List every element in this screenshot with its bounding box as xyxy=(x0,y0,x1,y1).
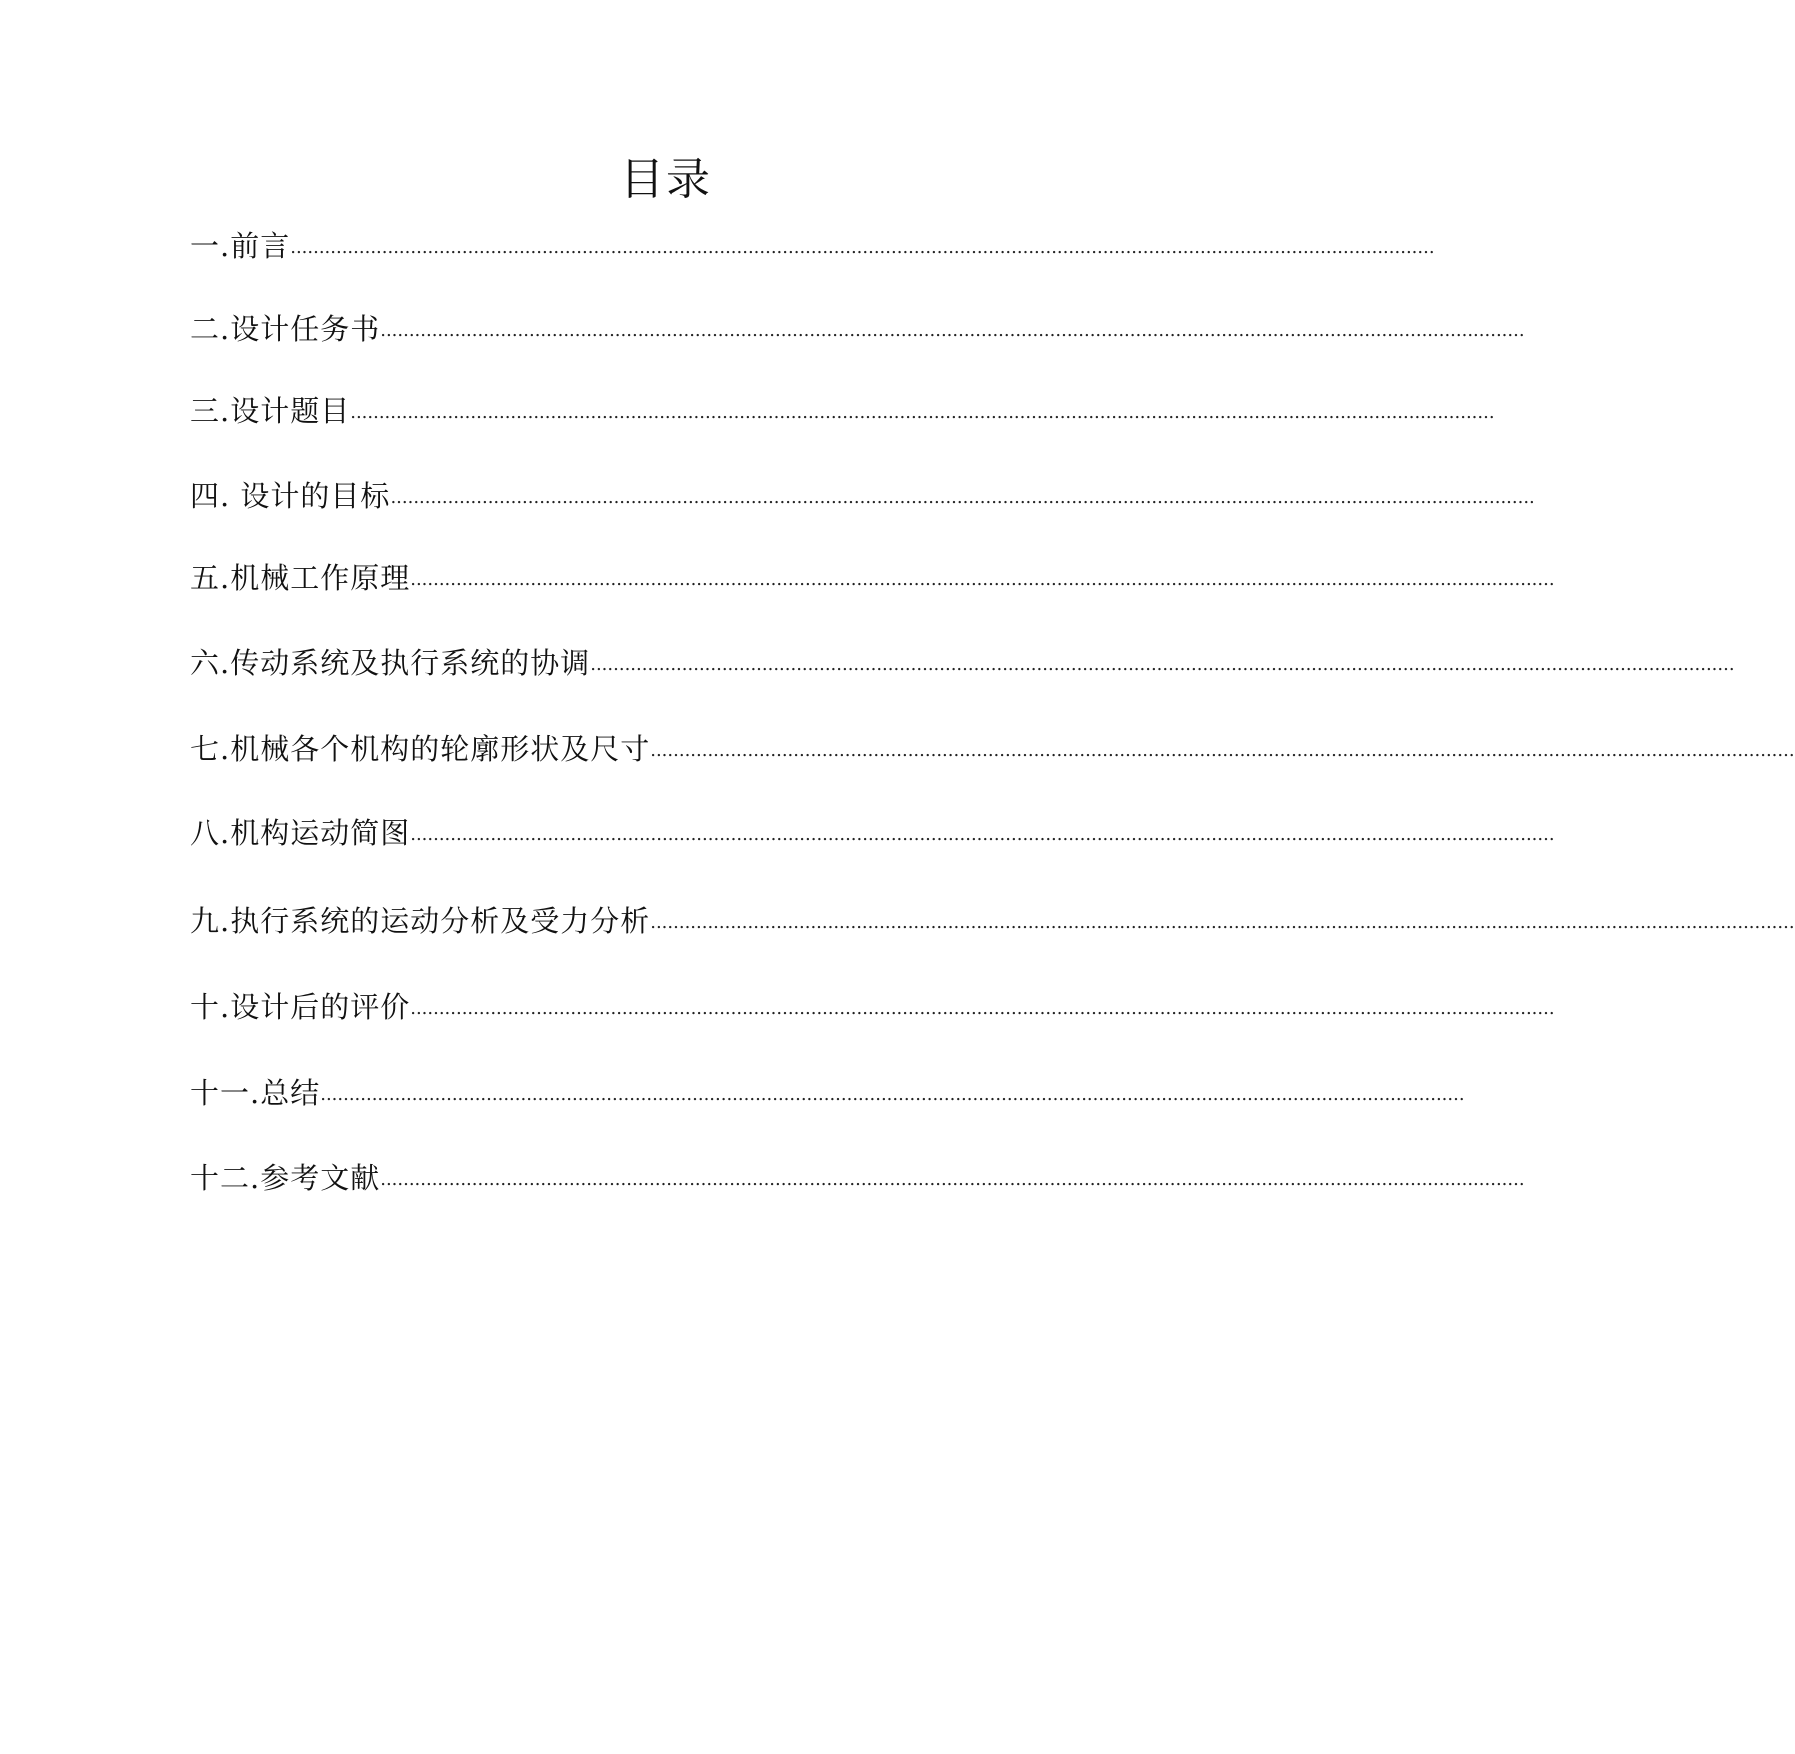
toc-entry xyxy=(190,809,1555,853)
toc-entry xyxy=(190,554,1555,598)
toc-entry-label: 四. 设计的目标 xyxy=(190,479,391,513)
toc-leader: ........................................................................................................................................................................................................ xyxy=(350,402,1495,423)
toc-entry-label: 十二.参考文献 xyxy=(190,1161,381,1195)
toc-leader: ........................................................................................................................................................................................................ xyxy=(290,237,1435,258)
toc-leader: ........................................................................................................................................................................................................ xyxy=(380,320,1525,341)
toc-leader: ........................................................................................................................................................................................................ xyxy=(410,998,1555,1019)
toc-entry xyxy=(190,1154,1525,1198)
toc-leader: ........................................................................................................................................................................................................ xyxy=(650,740,1795,761)
toc-leader: ........................................................................................................................................................................................................ xyxy=(410,824,1555,845)
toc-entry-label: 八.机构运动简图 xyxy=(190,816,411,850)
toc-entry-label: 一.前言 xyxy=(190,229,291,263)
toc-leader: ........................................................................................................................................................................................................ xyxy=(390,487,1535,508)
toc-leader: ........................................................................................................................................................................................................ xyxy=(320,1084,1465,1105)
toc-leader: ........................................................................................................................................................................................................ xyxy=(380,1169,1525,1190)
toc-leader: ........................................................................................................................................................................................................ xyxy=(650,912,1795,933)
toc-entry-label: 六.传动系统及执行系统的协调 xyxy=(190,646,591,680)
toc-leader: ........................................................................................................................................................................................................ xyxy=(410,569,1555,590)
toc-entry-label: 十.设计后的评价 xyxy=(190,990,411,1024)
toc-entry xyxy=(190,1069,1465,1113)
toc-leader: ........................................................................................................................................................................................................ xyxy=(590,654,1735,675)
toc-entry-label: 九.执行系统的运动分析及受力分析 xyxy=(190,904,651,938)
toc-entry xyxy=(190,983,1555,1027)
toc-entry xyxy=(190,305,1525,349)
toc-entry xyxy=(190,639,1735,683)
toc-entry-label: 十一.总结 xyxy=(190,1076,321,1110)
toc-entry-label: 二.设计任务书 xyxy=(190,312,381,346)
toc-entry xyxy=(190,472,1535,516)
toc-entry xyxy=(190,725,1795,769)
toc-entry-label: 七.机械各个机构的轮廓形状及尺寸 xyxy=(190,732,651,766)
toc-entry-label: 五.机械工作原理 xyxy=(190,561,411,595)
toc-entry xyxy=(190,387,1495,431)
toc-entry xyxy=(190,222,1435,266)
toc-entry-label: 三.设计题目 xyxy=(190,394,351,428)
toc-entry xyxy=(190,897,1795,941)
toc-title: 目录 xyxy=(620,154,712,205)
